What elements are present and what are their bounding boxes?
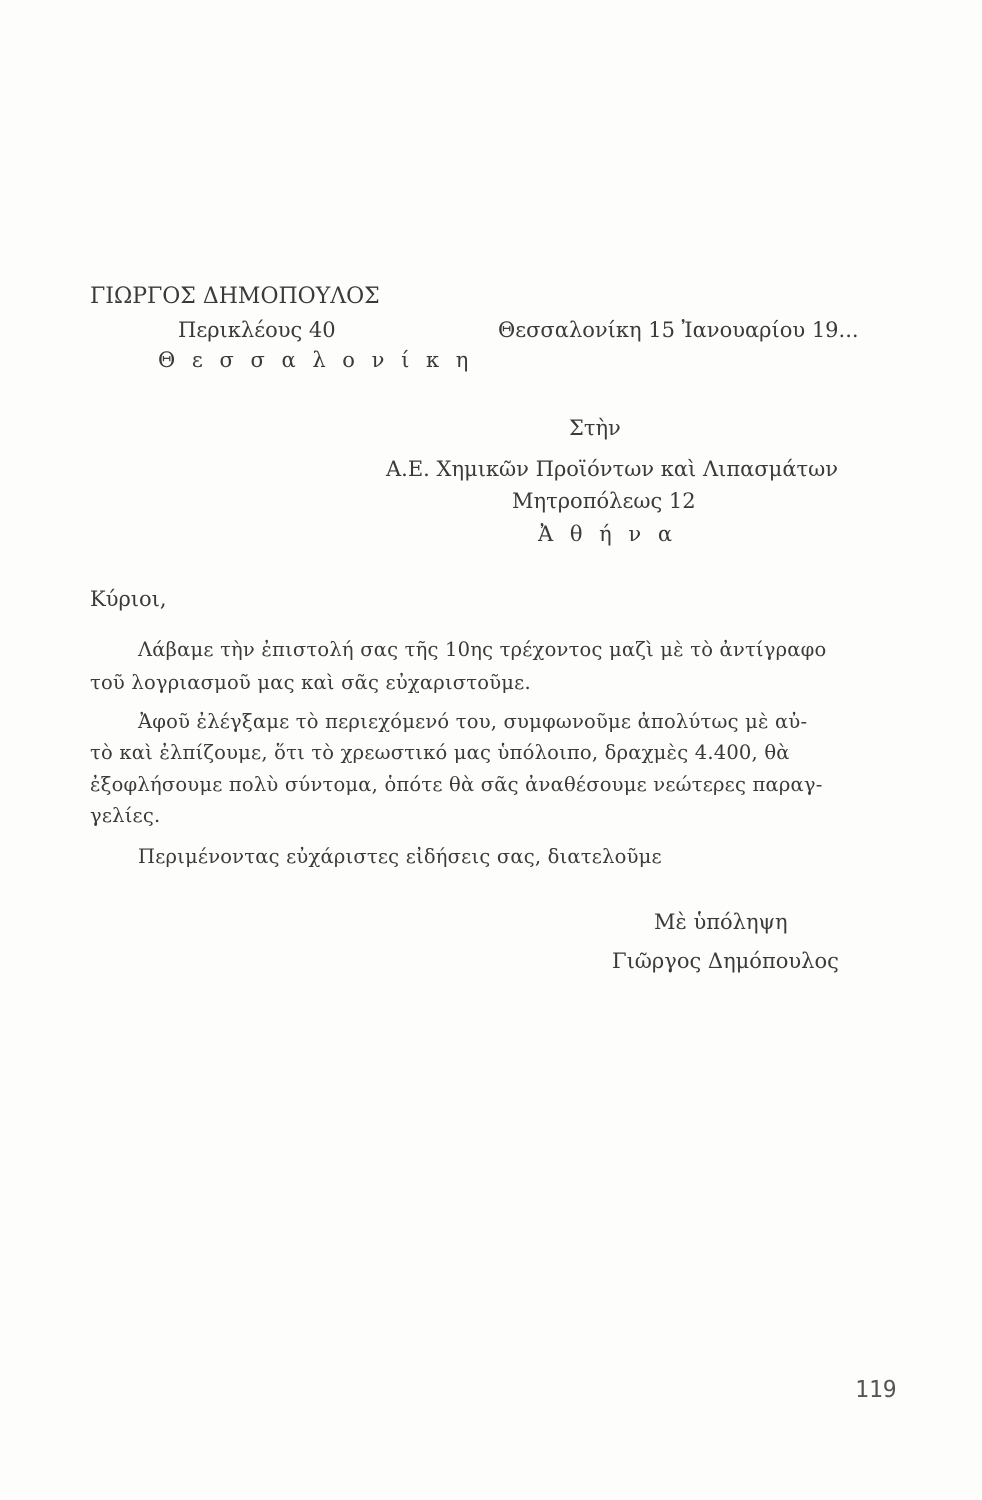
- sender-name: ΓΙΩΡΓΟΣ ΔΗΜΟΠΟΥΛΟΣ: [90, 284, 380, 309]
- recipient-to: Στὴν: [569, 416, 621, 440]
- body-line: γελίες.: [90, 804, 161, 827]
- recipient-street: Μητροπόλεως 12: [512, 489, 696, 513]
- signature-name: Γιῶργος Δημόπουλος: [612, 949, 839, 973]
- recipient-company: Α.Ε. Χημικῶν Προϊόντων καὶ Λιπασμάτων: [386, 457, 839, 481]
- body-line: Περιμένοντας εὐχάριστες εἰδήσεις σας, διατελοῦμε: [138, 845, 662, 868]
- body-line: τὸ καὶ ἐλπίζουμε, ὅτι τὸ χρεωστικό μας ὑπόλοιπο, δραχμὲς 4.400, θὰ: [90, 741, 790, 764]
- recipient-city: Ἀ θ ή ν α: [538, 522, 678, 546]
- date-line: Θεσσαλονίκη 15 Ἰανουαρίου 19...: [498, 318, 859, 342]
- sender-city: Θ ε σ σ α λ ο ν ί κ η: [158, 348, 474, 372]
- page-number: 119: [855, 1377, 897, 1403]
- body-line: Ἀφοῦ ἐλέγξαμε τὸ περιεχόμενό του, συμφωνοῦμε ἀπολύτως μὲ αὐ-: [138, 710, 808, 733]
- sender-street: Περικλέους 40: [178, 318, 336, 342]
- salutation: Κύριοι,: [90, 587, 167, 611]
- closing-phrase: Μὲ ὑπόληψη: [654, 910, 788, 934]
- body-line: ἐξοφλήσουμε πολὺ σύντομα, ὁπότε θὰ σᾶς ἀναθέσουμε νεώτερες παραγ-: [90, 773, 823, 796]
- body-line: τοῦ λογριασμοῦ μας καὶ σᾶς εὐχαριστοῦμε.: [90, 671, 531, 694]
- body-line: Λάβαμε τὴν ἐπιστολή σας τῆς 10ης τρέχοντος μαζὶ μὲ τὸ ἀντίγραφο: [138, 638, 827, 661]
